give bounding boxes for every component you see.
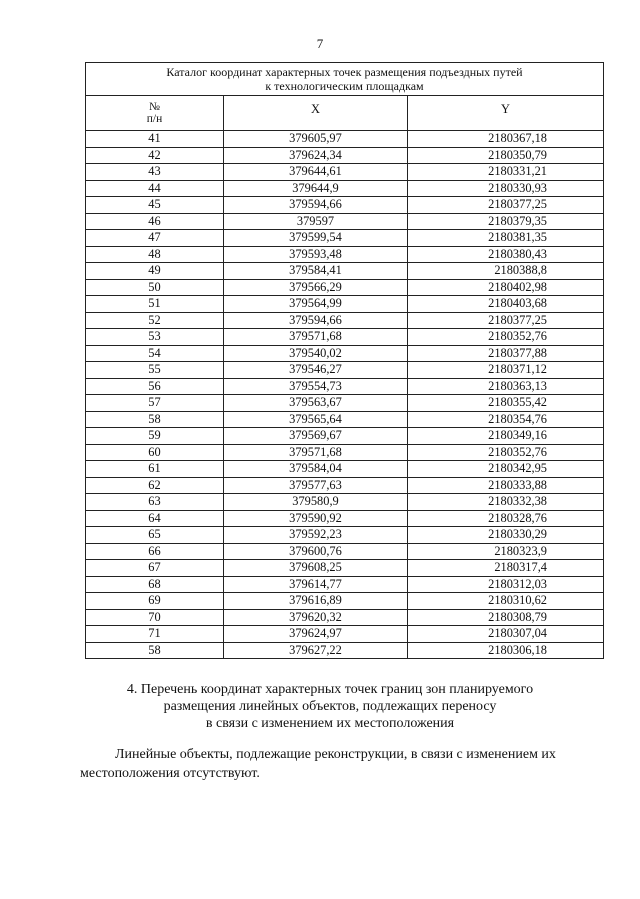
x-coordinate-cell: 379624,97 [224,626,408,643]
x-coordinate-cell: 379620,32 [224,609,408,626]
point-number-cell: 63 [86,494,224,511]
y-coordinate-cell: 2180352,76 [408,329,604,346]
x-coordinate-cell: 379592,23 [224,527,408,544]
y-coordinate-cell: 2180377,25 [408,312,604,329]
section-title [80,681,580,732]
y-coordinate-cell: 2180381,35 [408,230,604,247]
table-row [86,246,604,263]
x-coordinate-cell: 379565,64 [224,411,408,428]
point-number-cell: 69 [86,593,224,610]
table-row [86,329,604,346]
point-number-cell: 68 [86,576,224,593]
table-row [86,609,604,626]
table-row [86,444,604,461]
point-number-cell: 66 [86,543,224,560]
table-row [86,279,604,296]
x-coordinate-cell: 379540,02 [224,345,408,362]
x-coordinate-cell: 379599,54 [224,230,408,247]
table-row [86,362,604,379]
column-header-x: X [224,96,408,131]
y-coordinate-cell: 2180332,38 [408,494,604,511]
point-number-cell: 41 [86,131,224,148]
y-coordinate-cell: 2180355,42 [408,395,604,412]
y-coordinate-cell: 2180380,43 [408,246,604,263]
x-coordinate-cell: 379571,68 [224,444,408,461]
y-coordinate-cell: 2180377,25 [408,197,604,214]
section-title-line-3: в связи с изменением их местоположения [205,716,455,731]
point-number-cell: 42 [86,147,224,164]
table-row [86,378,604,395]
x-coordinate-cell: 379577,63 [224,477,408,494]
table-row [86,527,604,544]
table-row [86,626,604,643]
point-number-cell: 65 [86,527,224,544]
table-caption [86,63,604,96]
table-row [86,428,604,445]
x-coordinate-cell: 379594,66 [224,197,408,214]
column-header-number-label: п/н [146,113,163,125]
table-row [86,576,604,593]
table-row [86,461,604,478]
y-coordinate-cell: 2180367,18 [408,131,604,148]
x-coordinate-cell: 379627,22 [224,642,408,659]
point-number-cell: 50 [86,279,224,296]
column-header-number [86,96,224,131]
y-coordinate-cell: 2180363,13 [408,378,604,395]
x-coordinate-cell: 379580,9 [224,494,408,511]
column-header-y: Y [408,96,604,131]
x-coordinate-cell: 379566,29 [224,279,408,296]
x-coordinate-cell: 379593,48 [224,246,408,263]
y-coordinate-cell: 2180371,12 [408,362,604,379]
table-row [86,296,604,313]
point-number-cell: 64 [86,510,224,527]
y-coordinate-cell: 2180331,21 [408,164,604,181]
page-number: 7 [316,36,324,51]
y-coordinate-cell: 2180330,93 [408,180,604,197]
point-number-cell: 48 [86,246,224,263]
table-row [86,560,604,577]
table-row [86,164,604,181]
point-number-cell: 55 [86,362,224,379]
y-coordinate-cell: 2180354,76 [408,411,604,428]
table-row [86,345,604,362]
x-coordinate-cell: 379614,77 [224,576,408,593]
point-number-cell: 52 [86,312,224,329]
table-caption-line-1: Каталог координат характерных точек размещения подъездных путей [166,65,523,79]
y-coordinate-cell: 2180317,4 [408,560,604,577]
y-coordinate-cell: 2180352,76 [408,444,604,461]
point-number-cell: 58 [86,411,224,428]
table-row [86,180,604,197]
y-coordinate-cell: 2180312,03 [408,576,604,593]
section-title-line-2: размещения линейных объектов, подлежащих переносу [163,699,497,714]
x-coordinate-cell: 379554,73 [224,378,408,395]
point-number-cell: 71 [86,626,224,643]
point-number-cell: 67 [86,560,224,577]
paragraph-line-1: Линейные объекты, подлежащие реконструкции, в связи с изменением их [115,747,556,762]
y-coordinate-cell: 2180307,04 [408,626,604,643]
point-number-cell: 49 [86,263,224,280]
table-row [86,642,604,659]
x-coordinate-cell: 379644,9 [224,180,408,197]
y-coordinate-cell: 2180323,9 [408,543,604,560]
table-row [86,494,604,511]
point-number-cell: 61 [86,461,224,478]
point-number-cell: 56 [86,378,224,395]
body-paragraph [80,745,600,783]
x-coordinate-cell: 379571,68 [224,329,408,346]
x-coordinate-cell: 379584,04 [224,461,408,478]
table-row [86,510,604,527]
table-row [86,477,604,494]
x-coordinate-cell: 379590,92 [224,510,408,527]
point-number-cell: 59 [86,428,224,445]
y-coordinate-cell: 2180377,88 [408,345,604,362]
column-header-number-symbol: № [149,101,160,113]
x-coordinate-cell: 379597 [224,213,408,230]
x-coordinate-cell: 379569,67 [224,428,408,445]
y-coordinate-cell: 2180310,62 [408,593,604,610]
y-coordinate-cell: 2180342,95 [408,461,604,478]
table-row [86,395,604,412]
y-coordinate-cell: 2180350,79 [408,147,604,164]
y-coordinate-cell: 2180402,98 [408,279,604,296]
y-coordinate-cell: 2180403,68 [408,296,604,313]
point-number-cell: 47 [86,230,224,247]
table-row [86,593,604,610]
table-row [86,411,604,428]
y-coordinate-cell: 2180333,88 [408,477,604,494]
x-coordinate-cell: 379563,67 [224,395,408,412]
point-number-cell: 43 [86,164,224,181]
point-number-cell: 45 [86,197,224,214]
point-number-cell: 60 [86,444,224,461]
x-coordinate-cell: 379644,61 [224,164,408,181]
point-number-cell: 70 [86,609,224,626]
x-coordinate-cell: 379546,27 [224,362,408,379]
y-coordinate-cell: 2180379,35 [408,213,604,230]
table-row [86,131,604,148]
paragraph-line-2: местоположения отсутствуют. [80,766,260,781]
x-coordinate-cell: 379605,97 [224,131,408,148]
x-coordinate-cell: 379600,76 [224,543,408,560]
x-coordinate-cell: 379616,89 [224,593,408,610]
point-number-cell: 54 [86,345,224,362]
point-number-cell: 57 [86,395,224,412]
y-coordinate-cell: 2180306,18 [408,642,604,659]
x-coordinate-cell: 379594,66 [224,312,408,329]
y-coordinate-cell: 2180388,8 [408,263,604,280]
y-coordinate-cell: 2180330,29 [408,527,604,544]
table-row [86,312,604,329]
table-row [86,147,604,164]
table-row [86,543,604,560]
point-number-cell: 46 [86,213,224,230]
point-number-cell: 62 [86,477,224,494]
x-coordinate-cell: 379608,25 [224,560,408,577]
table-row [86,213,604,230]
table-row [86,230,604,247]
x-coordinate-cell: 379564,99 [224,296,408,313]
table-row [86,197,604,214]
point-number-cell: 53 [86,329,224,346]
y-coordinate-cell: 2180308,79 [408,609,604,626]
y-coordinate-cell: 2180328,76 [408,510,604,527]
coordinates-table [85,62,604,659]
x-coordinate-cell: 379584,41 [224,263,408,280]
section-title-line-1: 4. Перечень координат характерных точек границ зон планируемого [126,682,534,697]
table-body [86,131,604,659]
y-coordinate-cell: 2180349,16 [408,428,604,445]
point-number-cell: 51 [86,296,224,313]
table-caption-line-2: к технологическим площадкам [265,79,424,93]
point-number-cell: 58 [86,642,224,659]
point-number-cell: 44 [86,180,224,197]
table-row [86,263,604,280]
x-coordinate-cell: 379624,34 [224,147,408,164]
